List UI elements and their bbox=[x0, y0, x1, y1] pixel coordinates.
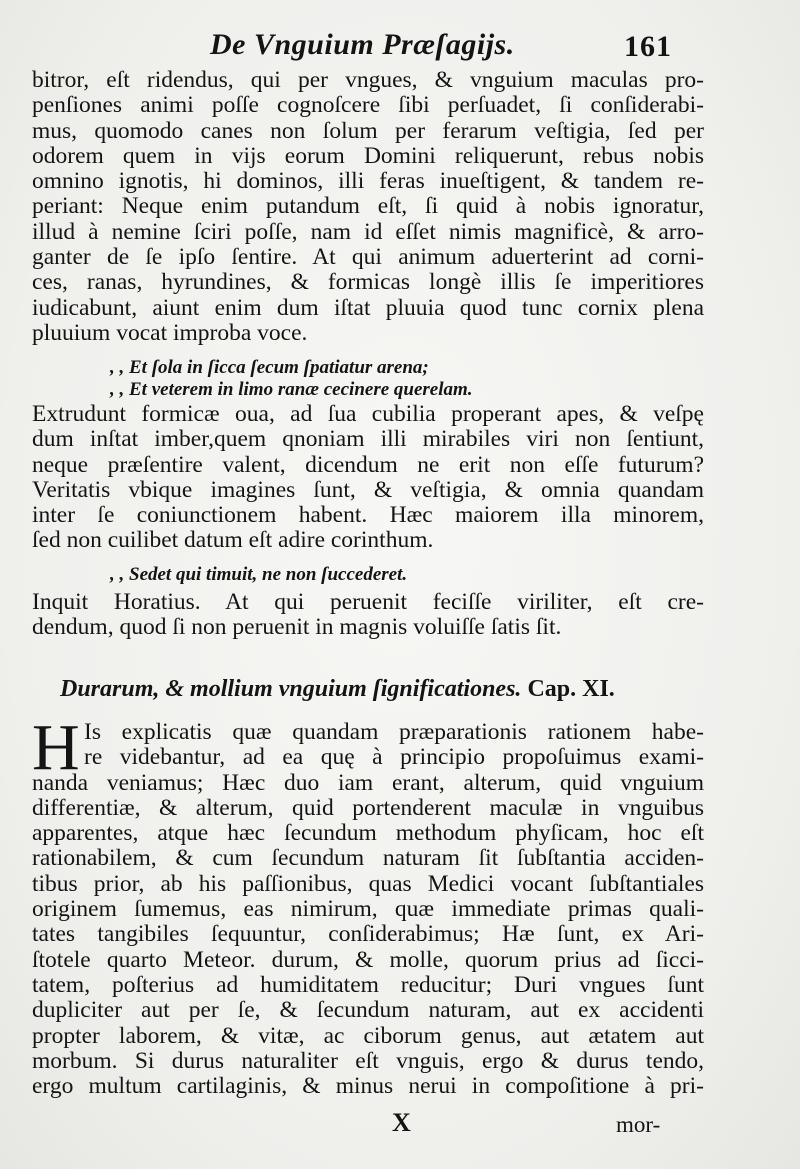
text-line: tibus prior, ab his paſſionibus, quas Medici vocant ſubſtantiales bbox=[32, 870, 704, 897]
text-line: nanda veniamus; Hæc duo iam erant, alterum, quid vnguium bbox=[32, 769, 704, 796]
text-line: ſtotele quarto Meteor. durum, & molle, quorum prius ad ſicci- bbox=[32, 946, 704, 973]
text-line: ganter de ſe ipſo ſentire. At qui animum aduerterint ad corni- bbox=[32, 244, 704, 271]
text-line: odorem quem in vijs eorum Domini reliquerunt, rebus nobis bbox=[32, 142, 704, 169]
text-line: periant: Neque enim putandum eſt, ſi quid à nobis ignoratur, bbox=[32, 193, 704, 220]
text-line: dum inſtat imber,quem qnoniam illi mirabiles viri non ſentiunt, bbox=[32, 426, 704, 453]
text-line: illud à nemine ſciri poſſe, nam id eſſet nimis magnificè, & arro- bbox=[32, 218, 704, 245]
text-line: mus, quomodo canes non ſolum per ferarum veſtigia, ſed per bbox=[32, 117, 704, 144]
text-line: morbum. Si durus naturaliter eſt vnguis, ergo & durus tendo, bbox=[32, 1047, 704, 1074]
text-line: bitror, eſt ridendus, qui per vngues, & vnguium maculas pro- bbox=[32, 67, 704, 93]
verse-line: , , Et veterem in limo ranæ cecinere querelam. bbox=[110, 379, 473, 400]
text-line: re videbantur, ad ea quę à principio propoſuimus exami- bbox=[84, 744, 704, 771]
paragraph-1 bbox=[32, 68, 704, 346]
text-line: ſed non cuilibet datum eſt adire corinthum. bbox=[32, 527, 434, 554]
text-line: neque præſentire valent, dicendum ne erit non eſſe futurum? bbox=[32, 451, 704, 478]
text-line: propter laborem, & vitæ, ac ciborum genus, aut ætatem aut bbox=[32, 1022, 704, 1049]
text-line: Is explicatis quæ quandam præparationis rationem habe- bbox=[84, 719, 704, 745]
chapter-title: Durarum, & mollium vnguium ſignificationes. bbox=[60, 676, 522, 702]
text-line: tatem, poſterius ad humiditatem reducitur; Duri vngues ſunt bbox=[32, 971, 704, 998]
text-line: omnino ignotis, hi dominos, illi feras inueſtigent, & tandem re- bbox=[32, 168, 704, 195]
page-footer bbox=[0, 1108, 800, 1148]
page-header bbox=[0, 28, 800, 68]
text-line: inter ſe coniunctionem habent. Hæc maiorem illa minorem, bbox=[32, 502, 704, 529]
text-line: ergo multum cartilaginis, & minus nerui in compoſitione à pri- bbox=[32, 1073, 704, 1100]
verse-line: , , Sedet qui timuit, ne non ſuccederet. bbox=[110, 564, 408, 585]
paragraph-2 bbox=[32, 402, 704, 554]
page-number: 161 bbox=[624, 30, 672, 63]
text-line: Extrudunt formicæ oua, ad ſua cubilia properant apes, & veſpę bbox=[32, 401, 704, 427]
verse-quotation-2 bbox=[32, 564, 704, 586]
chapter-number: Cap. XI. bbox=[527, 676, 615, 702]
drop-cap: H bbox=[32, 711, 80, 784]
catchword: mor- bbox=[616, 1112, 661, 1137]
paragraph-3 bbox=[32, 590, 704, 641]
text-line: dupliciter aut per ſe, & ſecundum naturam, aut ex accidenti bbox=[32, 997, 704, 1024]
running-title: De Vnguium Præſagijs. bbox=[210, 28, 515, 61]
text-line: dendum, quod ſi non peruenit in magnis voluiſſe ſatis ſit. bbox=[32, 614, 562, 641]
text-line: pluuium vocat improba voce. bbox=[32, 319, 308, 346]
text-line: originem ſumemus, eas nimirum, quæ immediate primas quali- bbox=[32, 896, 704, 923]
paragraph-4 bbox=[32, 711, 704, 1100]
text-line: apparentes, atque hæc ſecundum methodum phyſicam, hoc eſt bbox=[32, 820, 704, 847]
text-line: iudicabunt, aiunt enim dum iſtat pluuia quod tunc cornix plena bbox=[32, 294, 704, 321]
text-line: Inquit Horatius. At qui peruenit feciſſe viriliter, eſt cre- bbox=[32, 589, 704, 615]
text-line: Veritatis vbique imagines ſunt, & veſtigia, & omnia quandam bbox=[32, 476, 704, 503]
chapter-heading bbox=[60, 676, 700, 703]
text-line: tates tangibiles ſequuntur, conſiderabimus; Hæ ſunt, ex Ari- bbox=[32, 921, 704, 948]
verse-line: , , Et ſola in ſicca ſecum ſpatiatur arena; bbox=[110, 357, 429, 378]
text-line: ces, ranas, hyrundines, & formicas longè illis ſe imperitiores bbox=[32, 269, 704, 296]
verse-quotation-1 bbox=[32, 357, 704, 401]
text-line: penſiones animi poſſe cognoſcere ſibi perſuadet, ſi conſiderabi- bbox=[32, 92, 704, 119]
text-line: differentiæ, & alterum, quid portenderent maculæ in vnguibus bbox=[32, 794, 704, 821]
signature-mark: X bbox=[392, 1108, 411, 1137]
text-line: rationabilem, & cum ſecundum naturam ſit ſubſtantia acciden- bbox=[32, 845, 704, 872]
